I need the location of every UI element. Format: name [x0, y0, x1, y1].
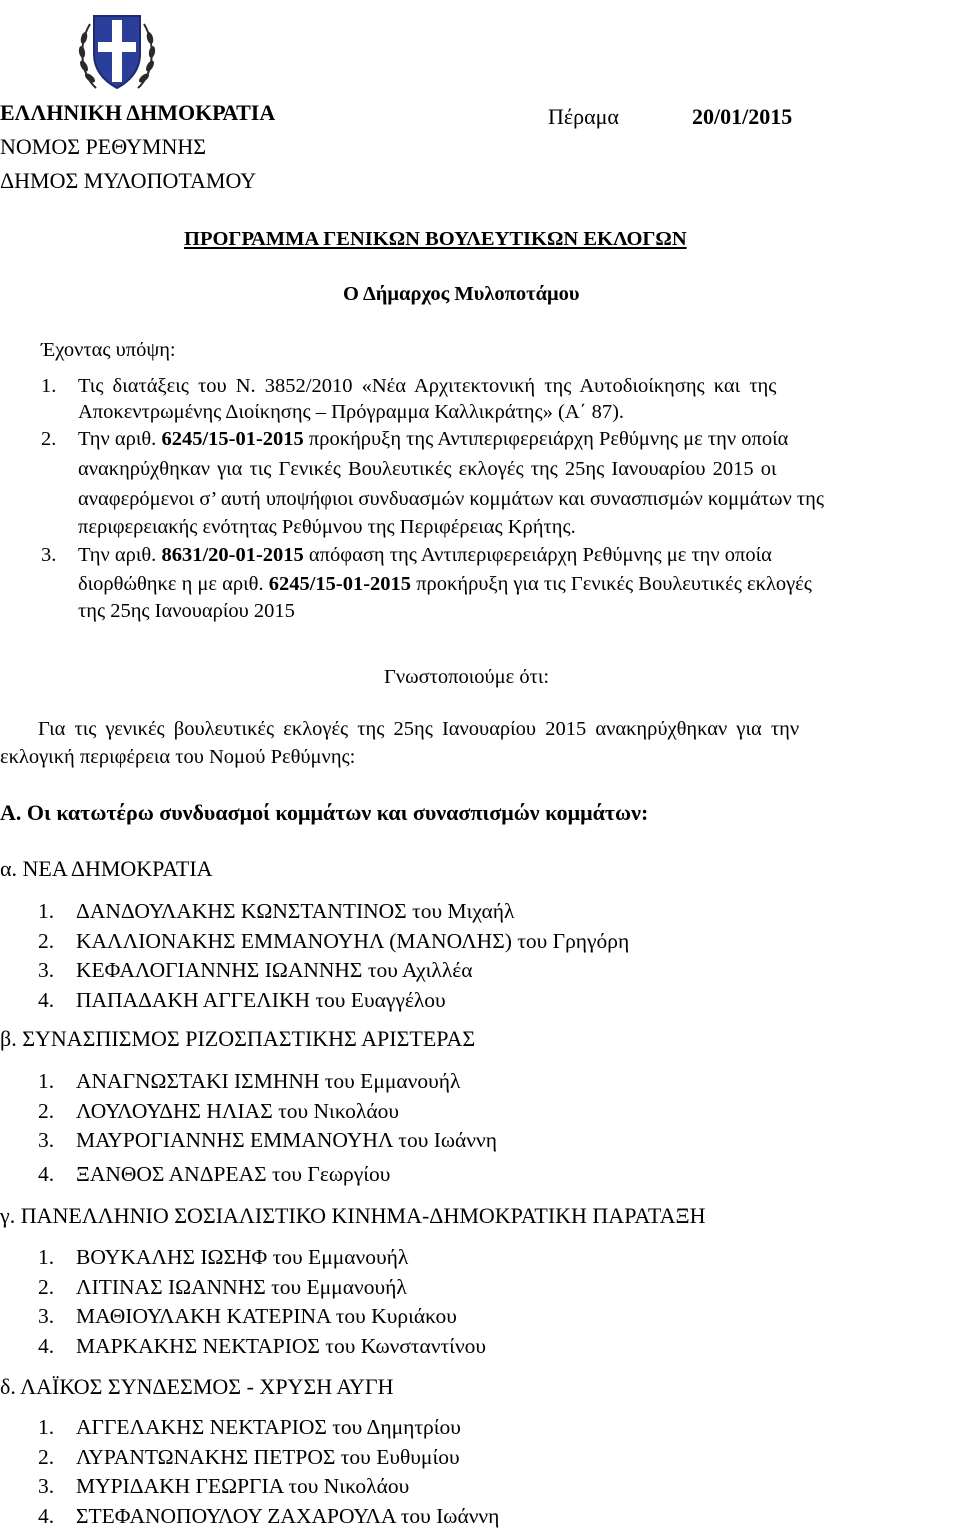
- consideration-2-line-3: αναφερόμενοι σ’ αυτή υποψήφιοι συνδυασμών κομμάτων και συνασπισμών κομμάτων της: [78, 488, 824, 510]
- list-item: 1. ΔΑΝΔΟΥΛΑΚΗΣ ΚΩΝΣΤΑΝΤΙΝΟΣ του Μιχαήλ: [38, 899, 515, 923]
- consideration-2-prefix: Την αριθ.: [78, 428, 157, 450]
- party-b-candidate-list: [38, 1067, 497, 1189]
- republic-label: ΕΛΛΗΝΙΚΗ ΔΗΜΟΚΡΑΤΙΑ: [0, 100, 276, 125]
- list-item: 2. ΚΑΛΛΙΟΝΑΚΗΣ ΕΜΜΑΝΟΥΗΛ (ΜΑΝΟΛΗΣ) του Γρηγόρη: [38, 928, 630, 953]
- list-item: 3. ΜΥΡΙΔΑΚΗ ΓΕΩΡΓΙΑ του Νικολάου: [38, 1474, 410, 1498]
- party-a-candidate-list: [38, 897, 629, 1015]
- list-item: 2. ΛΙΤΙΝΑΣ ΙΩΑΝΝΗΣ του Εμμανουήλ: [38, 1274, 407, 1299]
- party-b-label: β. ΣΥΝΑΣΠΙΣΜΟΣ ΡΙΖΟΣΠΑΣΤΙΚΗΣ ΑΡΙΣΤΕΡΑΣ: [0, 1026, 476, 1051]
- list-item: 1. ΒΟΥΚΑΛΗΣ ΙΩΣΗΦ του Εμμανουήλ: [38, 1245, 409, 1269]
- consideration-3-line-2-rest: προκήρυξη για τις Γενικές Βουλευτικές εκλογές: [416, 573, 812, 595]
- list-item: 2. ΛΟΥΛΟΥΔΗΣ ΗΛΙΑΣ του Νικολάου: [38, 1098, 400, 1123]
- list-item: 4. ΠΑΠΑΔΑΚΗ ΑΓΓΕΛΙΚΗ του Ευαγγέλου: [38, 987, 446, 1012]
- consideration-2-number: 2.: [41, 428, 57, 450]
- announcement-line-2: εκλογική περιφέρεια του Νομού Ρεθύμνης:: [0, 746, 356, 768]
- section-a-heading: Α. Οι κατωτέρω συνδυασμοί κομμάτων και συνασπισμών κομμάτων:: [0, 800, 649, 825]
- considering-label: Έχοντας υπόψη:: [41, 339, 176, 361]
- document-date: 20/01/2015: [692, 104, 793, 129]
- party-d-label: δ. ΛΑΪΚΟΣ ΣΥΝΔΕΣΜΟΣ - ΧΡΥΣΗ ΑΥΓΗ: [0, 1374, 394, 1399]
- document-title: ΠΡΟΓΡΑΜΜΑ ΓΕΝΙΚΩΝ ΒΟΥΛΕΥΤΙΚΩΝ ΕΚΛΟΓΩΝ: [184, 228, 687, 250]
- municipality-label: ΔΗΜΟΣ ΜΥΛΟΠΟΤΑΜΟΥ: [0, 168, 257, 193]
- consideration-1-line-2: Αποκεντρωμένης Διοίκησης – Πρόγραμμα Καλλικράτης» (Α΄ 87).: [78, 401, 625, 423]
- consideration-3-number: 3.: [41, 544, 57, 566]
- list-item: 3. ΜΑΥΡΟΓΙΑΝΝΗΣ ΕΜΜΑΝΟΥΗΛ του Ιωάννη: [38, 1128, 497, 1152]
- party-a-label: α. ΝΕΑ ΔΗΜΟΚΡΑΤΙΑ: [0, 856, 213, 881]
- party-d-candidate-list: [38, 1413, 499, 1531]
- consideration-1-number: 1.: [41, 375, 57, 397]
- consideration-2-ref: 6245/15-01-2015: [161, 428, 304, 450]
- consideration-3-line-2: [78, 573, 812, 596]
- consideration-3-prefix: Την αριθ.: [78, 544, 157, 566]
- consideration-3-line-2-prefix: διορθώθηκε η με αριθ.: [78, 573, 264, 595]
- consideration-3-line-1-rest: απόφαση της Αντιπεριφερειάρχη Ρεθύμνης με την οποία: [308, 544, 772, 566]
- consideration-3-ref-2: 6245/15-01-2015: [268, 573, 412, 595]
- consideration-3-line-1: [78, 544, 772, 567]
- list-item: 4. ΞΑΝΘΟΣ ΑΝΔΡΕΑΣ του Γεωργίου: [38, 1161, 391, 1186]
- consideration-3-line-3: της 25ης Ιανουαρίου 2015: [78, 600, 295, 622]
- consideration-1-line-1: Τις διατάξεις του Ν. 3852/2010 «Νέα Αρχιτεκτονική της Αυτοδιοίκησης και της: [78, 375, 777, 397]
- list-item: 1. ΑΓΓΕΛΑΚΗΣ ΝΕΚΤΑΡΙΟΣ του Δημητρίου: [38, 1415, 461, 1439]
- list-item: 3. ΚΕΦΑΛΟΓΙΑΝΝΗΣ ΙΩΑΝΝΗΣ του Αχιλλέα: [38, 958, 473, 982]
- party-c-label: γ. ΠΑΝΕΛΛΗΝΙΟ ΣΟΣΙΑΛΙΣΤΙΚΟ ΚΙΝΗΜΑ-ΔΗΜΟΚΡΑΤΙΚΗ ΠΑΡΑΤΑΞΗ: [0, 1203, 706, 1228]
- issuer-label: Ο Δήμαρχος Μυλοποτάμου: [343, 283, 580, 305]
- prefecture-label: ΝΟΜΟΣ ΡΕΘΥΜΝΗΣ: [0, 134, 207, 159]
- consideration-2-line-1: [78, 428, 788, 451]
- consideration-3-ref: 8631/20-01-2015: [161, 544, 304, 566]
- party-c-candidate-list: [38, 1243, 486, 1361]
- list-item: 2. ΛΥΡΑΝΤΩΝΑΚΗΣ ΠΕΤΡΟΣ του Ευθυμίου: [38, 1444, 460, 1469]
- list-item: 3. ΜΑΘΙΟΥΛΑΚΗ ΚΑΤΕΡΙΝΑ του Κυριάκου: [38, 1304, 457, 1328]
- consideration-2-line-1-rest: προκήρυξη της Αντιπεριφερειάρχη Ρεθύμνης με την οποία: [308, 428, 789, 450]
- list-item: 4. ΣΤΕΦΑΝΟΠΟΥΛΟΥ ΖΑΧΑΡΟΥΛΑ του Ιωάννη: [38, 1503, 500, 1528]
- announcement-heading: Γνωστοποιούμε ότι:: [384, 666, 550, 688]
- announcement-line-1: Για τις γενικές βουλευτικές εκλογές της 25ης Ιανουαρίου 2015 ανακηρύχθηκαν για την: [38, 718, 800, 740]
- place-label: Πέραμα: [548, 104, 619, 129]
- greek-coat-of-arms-icon: [74, 6, 160, 98]
- list-item: 4. ΜΑΡΚΑΚΗΣ ΝΕΚΤΑΡΙΟΣ του Κωνσταντίνου: [38, 1333, 487, 1358]
- consideration-2-line-4: περιφερειακής ενότητας Ρεθύμνου της Περιφέρειας Κρήτης.: [78, 516, 576, 538]
- list-item: 1. ΑΝΑΓΝΩΣΤΑΚΙ ΙΣΜΗΝΗ του Εμμανουήλ: [38, 1069, 461, 1093]
- consideration-2-line-2: ανακηρύχθηκαν για τις Γενικές Βουλευτικές εκλογές της 25ης Ιανουαρίου 2015 οι: [78, 458, 777, 480]
